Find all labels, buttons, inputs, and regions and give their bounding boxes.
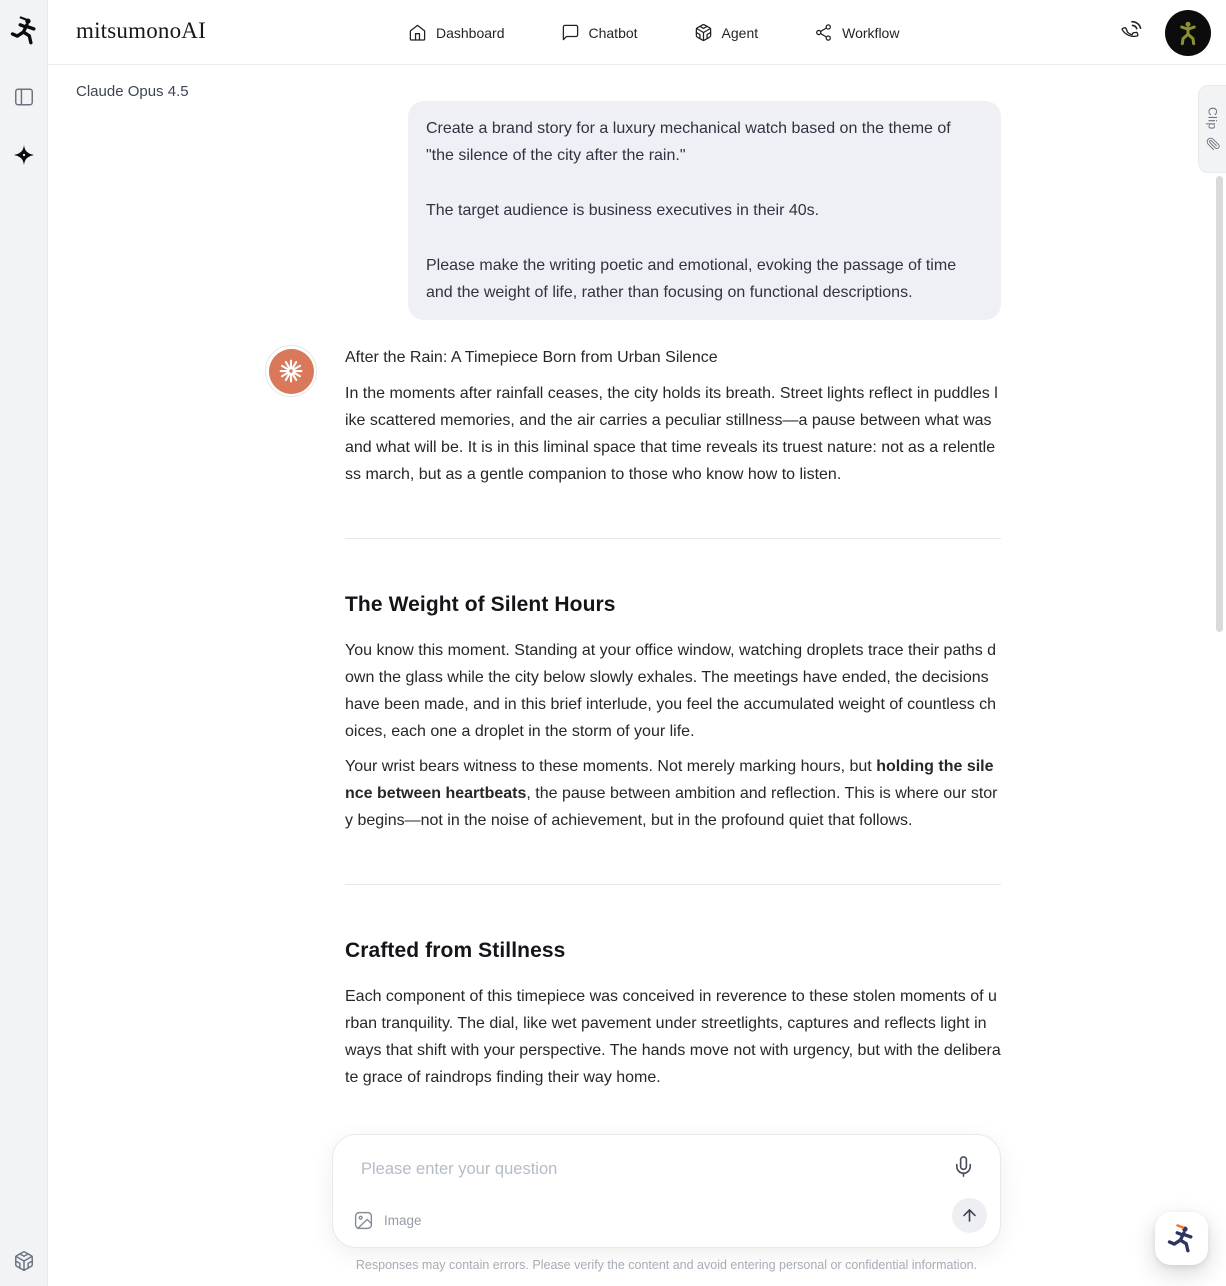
sparkle-icon[interactable]: [12, 143, 36, 167]
nav-label: Chatbot: [588, 24, 638, 41]
floating-assistant-button[interactable]: [1155, 1212, 1208, 1265]
sidebar-toggle-icon[interactable]: [13, 86, 35, 108]
clip-panel-tab[interactable]: [1198, 85, 1226, 173]
nav-label: Dashboard: [436, 24, 505, 41]
assistant-paragraph: Each component of this timepiece was conceived in reverence to these stolen moments of urban tranquility. The dial, like wet pavement under streetlights, captures and reflects light in ways that shift with your perspective. The hands move not with urgency, but with the deliberate grace of raindrops finding their way home.: [345, 988, 1001, 1086]
assistant-title: After the Rain: A Timepiece Born from Urban Silence: [345, 349, 718, 366]
microphone-icon[interactable]: [952, 1155, 975, 1178]
section-heading: The Weight of Silent Hours: [345, 593, 616, 616]
home-icon: [408, 23, 427, 42]
question-input[interactable]: [361, 1155, 941, 1183]
nav-item-chatbot[interactable]: [561, 23, 638, 42]
nav-item-workflow[interactable]: [814, 23, 899, 42]
user-message-paragraph: The target audience is business executives in their 40s.: [426, 202, 820, 219]
assistant-paragraph: [345, 753, 1001, 834]
nav-label: Workflow: [842, 24, 900, 41]
paragraph-text: , the pause between ambition and reflection. This is where our story begins—not in the noise of achievement, but in the profound quiet that follows.: [345, 785, 998, 829]
disclaimer-text: Responses may contain errors. Please verify the content and avoid entering personal or confidential information.: [355, 1258, 978, 1272]
model-name-label: Claude Opus 4.5: [76, 83, 189, 100]
send-button[interactable]: [952, 1198, 987, 1233]
clip-tab-label: Clip: [1205, 107, 1220, 130]
avatar-ninja-icon: [1173, 18, 1203, 48]
arrow-up-icon: [960, 1206, 979, 1225]
user-message-paragraph: Please make the writing poetic and emotional, evoking the passage of time and the weight of life, rather than focusing on functional descriptions.: [426, 257, 957, 301]
nav-label: Agent: [721, 24, 759, 41]
share-network-icon: [814, 23, 833, 42]
paragraph-bold-text: holding the silence between heartbeats: [345, 758, 994, 802]
user-message-paragraph: Create a brand story for a luxury mechanical watch based on the theme of "the silence of the city after the rain.": [426, 120, 951, 164]
section-heading: Crafted from Stillness: [345, 939, 566, 962]
paragraph-text: Your wrist bears witness to these moments. Not merely marking hours, but: [345, 758, 877, 775]
attach-image-label: Image: [384, 1213, 422, 1228]
assistant-paragraph: In the moments after rainfall ceases, the city holds its breath. Street lights reflect in puddles like scattered memories, and the air carries a peculiar stillness—a pause between what was and what will be. It is in this liminal space that time reveals its truest nature: not as a relentless march, but as a gentle companion to those who know how to listen.: [345, 385, 998, 483]
assistant-message: [345, 344, 1001, 1091]
left-sidebar: [0, 0, 48, 1286]
message-composer: [332, 1134, 1001, 1248]
user-avatar[interactable]: [1165, 10, 1211, 56]
sandbox-cube-icon[interactable]: [13, 1250, 35, 1272]
chat-bubble-icon: [561, 23, 580, 42]
nav-item-agent[interactable]: [694, 23, 759, 42]
starburst-icon: [276, 356, 306, 386]
cube-icon: [694, 23, 713, 42]
nav-item-dashboard[interactable]: [408, 23, 505, 42]
assistant-avatar: [265, 345, 317, 397]
phone-contact-icon[interactable]: [1119, 21, 1142, 44]
main-nav: [408, 0, 899, 65]
assistant-paragraph: You know this moment. Standing at your office window, watching droplets trace their paths down the glass while the city below slowly exhales. The meetings have ended, the decisions have been made, and in this brief interlude, you feel the accumulated weight of countless choices, each one a droplet in the storm of your life.: [345, 642, 997, 740]
assistant-avatar-disc: [269, 349, 314, 394]
attach-image-button[interactable]: [353, 1210, 422, 1231]
section-divider: [345, 884, 1001, 885]
ninja-mascot-icon: [1166, 1223, 1198, 1255]
paperclip-icon: [1206, 137, 1220, 151]
brand-ninja-logo-icon: [9, 12, 41, 50]
brand-title: mitsumonoAI: [76, 18, 206, 43]
scrollbar-thumb[interactable]: [1216, 176, 1223, 632]
section-divider: [345, 538, 1001, 539]
image-icon: [353, 1210, 374, 1231]
user-message-bubble: [408, 101, 1001, 320]
top-navbar: [48, 0, 1226, 65]
